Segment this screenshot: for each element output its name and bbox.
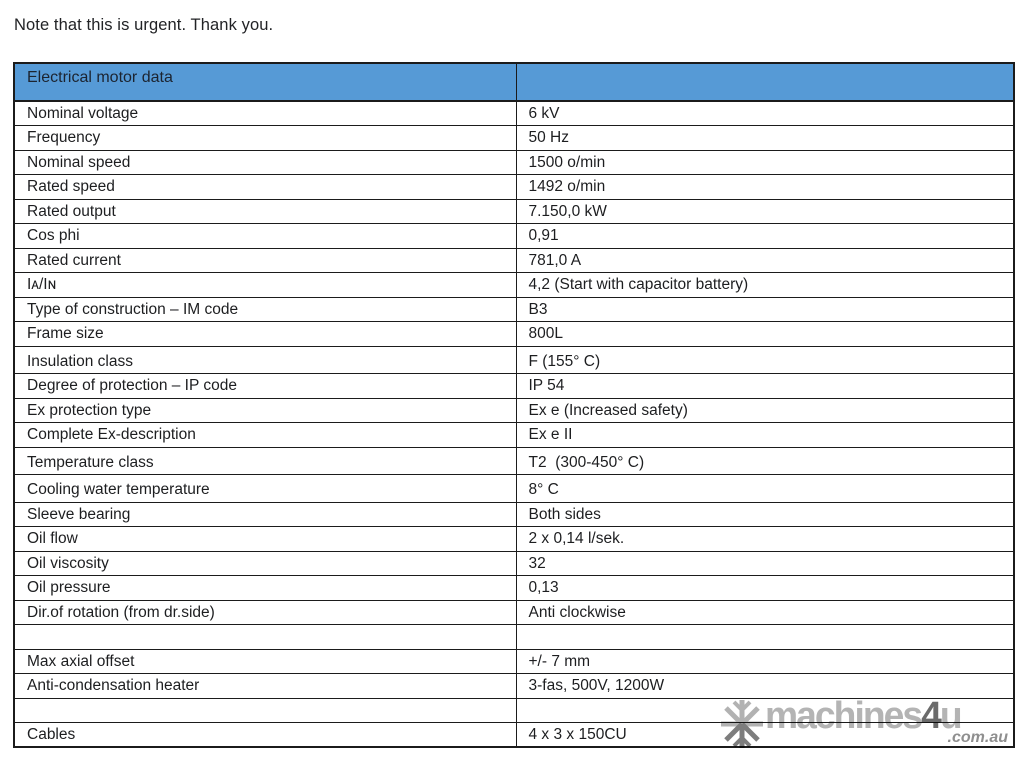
row-value: 800L <box>528 325 563 342</box>
table-row <box>14 346 1014 374</box>
row-label: Oil viscosity <box>27 554 109 572</box>
row-value: B3 <box>528 300 548 318</box>
table-row <box>14 224 1014 249</box>
row-value: 3-fas, 500V, 1200W <box>528 677 665 695</box>
row-value: 8° C <box>528 481 559 499</box>
row-value: 4,2 (Start with capacitor battery) <box>528 276 749 293</box>
row-value: F (155° C) <box>528 352 601 370</box>
row-value: 1492 o/min <box>528 178 606 195</box>
table-row <box>14 273 1014 298</box>
table-row <box>14 447 1014 475</box>
table-row <box>14 175 1014 200</box>
row-value: Anti clockwise <box>528 603 626 621</box>
row-label: Oil flow <box>27 530 78 548</box>
row-label: Ex protection type <box>27 401 152 419</box>
row-label: Frame size <box>27 325 104 342</box>
row-label: Rated output <box>27 202 116 220</box>
note-text: Note that this is urgent. Thank you. <box>14 16 274 34</box>
table-header-title: Electrical motor data <box>14 63 516 101</box>
row-value: 781,0 A <box>528 251 582 269</box>
watermark-brand-number: 4 <box>921 695 940 737</box>
table-row <box>14 527 1014 552</box>
row-value: T2 (300-450° C) <box>528 453 645 471</box>
row-label: Temperature class <box>27 453 154 471</box>
table-row <box>14 723 1014 748</box>
table-row <box>14 322 1014 347</box>
row-value: 0,91 <box>528 227 559 244</box>
table-row <box>14 674 1014 699</box>
table-row <box>14 126 1014 151</box>
row-value: 0,13 <box>528 579 559 597</box>
row-label: Rated speed <box>27 178 115 195</box>
table-row <box>14 297 1014 322</box>
row-label: Anti-condensation heater <box>27 677 200 695</box>
watermark-brand-prefix: machines <box>765 695 922 737</box>
row-label: Max axial offset <box>27 652 135 670</box>
row-label: Oil pressure <box>27 579 111 597</box>
row-label: Complete Ex-description <box>27 426 196 444</box>
table-body <box>14 101 1014 747</box>
row-label: Degree of protection – IP code <box>27 377 237 395</box>
row-value: 4 x 3 x 150CU <box>528 726 627 744</box>
watermark-brand-suffix: u <box>939 695 961 737</box>
table-row <box>14 502 1014 527</box>
table-header-row <box>14 63 1014 101</box>
table-row <box>14 248 1014 273</box>
table-row <box>14 576 1014 601</box>
row-value: Both sides <box>528 505 601 523</box>
row-value: Ex e II <box>528 426 573 444</box>
row-value: +/- 7 mm <box>528 652 591 670</box>
table-row <box>14 150 1014 175</box>
row-value: 32 <box>528 554 546 572</box>
motor-data-table <box>13 62 1015 748</box>
row-value: 1500 o/min <box>528 153 606 171</box>
row-value: 2 x 0,14 l/sek. <box>528 530 625 548</box>
table-row <box>14 551 1014 576</box>
row-value: 6 kV <box>528 105 560 122</box>
table-row <box>14 649 1014 674</box>
row-label: Type of construction – IM code <box>27 300 239 318</box>
watermark-domain: .com.au <box>947 729 1008 746</box>
table-header-empty-cell <box>516 63 1014 101</box>
table-row <box>14 423 1014 448</box>
row-value: IP 54 <box>528 377 565 395</box>
table-row <box>14 101 1014 126</box>
table-row <box>14 199 1014 224</box>
row-value: Ex e (Increased safety) <box>528 401 688 419</box>
table-row <box>14 698 1014 723</box>
row-label: Cables <box>27 726 76 744</box>
table-row <box>14 475 1014 503</box>
table-row <box>14 625 1014 650</box>
row-label: Frequency <box>27 129 101 146</box>
row-label: Dir.of rotation (from dr.side) <box>27 603 215 621</box>
table-row <box>14 600 1014 625</box>
row-label: Cos phi <box>27 227 80 244</box>
row-label: Cooling water temperature <box>27 481 210 499</box>
row-label: Sleeve bearing <box>27 505 131 523</box>
row-value: 50 Hz <box>528 129 569 146</box>
row-value: 7.150,0 kW <box>528 202 607 220</box>
table-row <box>14 374 1014 399</box>
row-label: Rated current <box>27 251 121 269</box>
row-label: Nominal speed <box>27 153 131 171</box>
row-label: Nominal voltage <box>27 105 139 122</box>
row-label: Insulation class <box>27 352 133 370</box>
row-label: Iᴀ/Iɴ <box>27 276 57 293</box>
table-row <box>14 398 1014 423</box>
